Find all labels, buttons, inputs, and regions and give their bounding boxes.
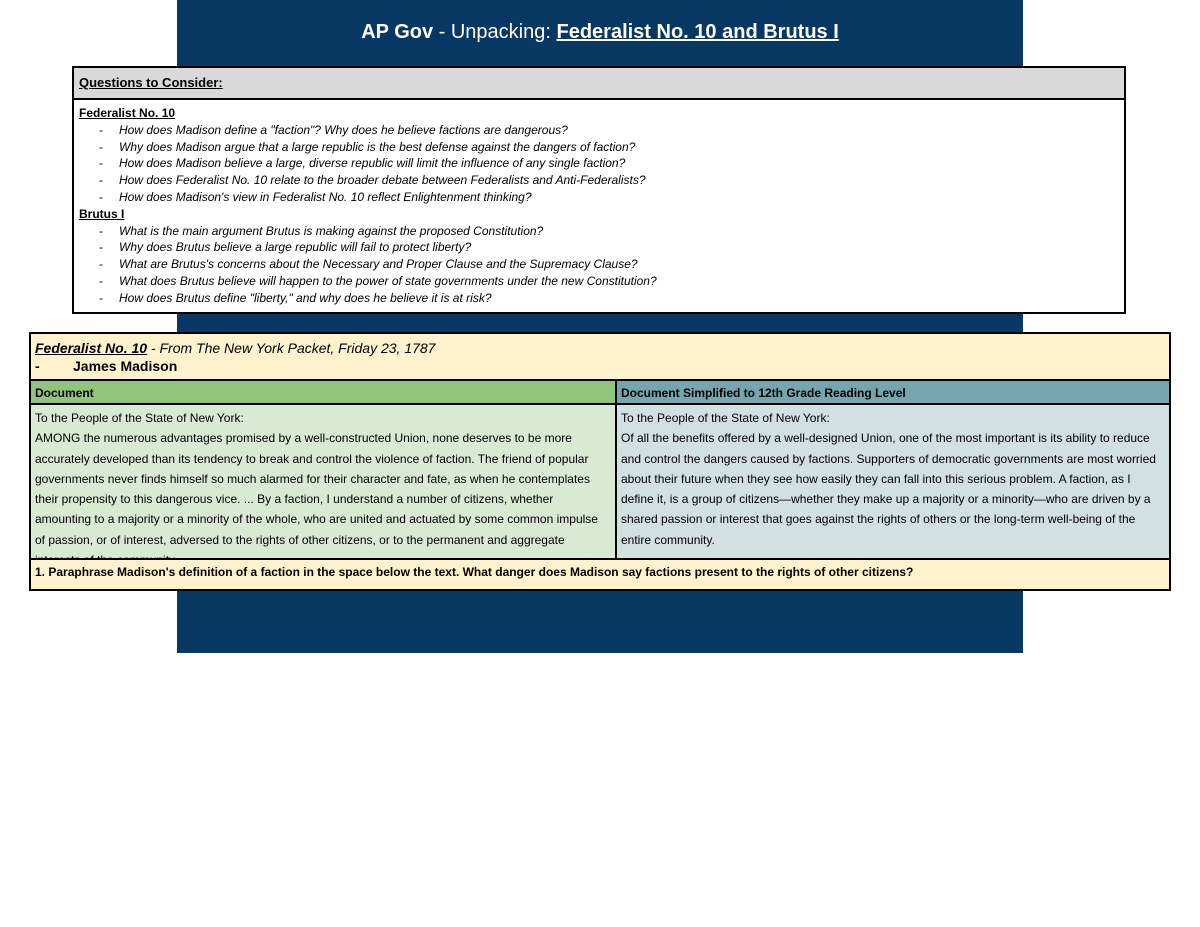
original-text: AMONG the numerous advantages promised by a well-constructed Union, none deserves to be more accurately developed than its tendency to break and control the violence of faction. The friend of popular governments never finds himself so much alarmed for their character and fate, as when he contemplates their propensity to this dangerous vice. ... By a faction, I understand a number of citizens, whether amounting to a majority or a minority of the whole, who are united and actuated by some common impulse of passion, or of interest, adversed to the rights of other citizens, or to the permanent and aggregate bbox=[35, 431, 598, 547]
list-item: - What are Brutus's concerns about the Necessary and Proper Clause and the Supremacy Clause? bbox=[99, 257, 638, 272]
list-item: - How does Madison define a "faction"? Why does he believe factions are dangerous? bbox=[99, 122, 568, 137]
document-author: - James Madison bbox=[35, 358, 178, 374]
questions-box bbox=[72, 66, 1126, 314]
page-title bbox=[177, 18, 1023, 46]
list-item: - How does Brutus define "liberty," and why does he believe it is at risk? bbox=[99, 290, 492, 305]
title-main: Federalist No. 10 and Brutus I bbox=[556, 21, 839, 43]
title-separator: - Unpacking: bbox=[433, 21, 557, 43]
simplified-salutation: To the People of the State of New York: bbox=[621, 411, 830, 425]
document-header bbox=[31, 334, 1169, 379]
section-title-federalist: Federalist No. 10 bbox=[79, 106, 176, 120]
questions-body bbox=[74, 100, 1124, 307]
list-item: - How does Federalist No. 10 relate to the broader debate between Federalists and Anti-Federalists? bbox=[99, 173, 646, 188]
list-item: - How does Madison's view in Federalist No. 10 reflect Enlightenment thinking? bbox=[99, 189, 532, 204]
original-salutation: To the People of the State of New York: bbox=[35, 411, 244, 425]
original-text-cell bbox=[31, 405, 617, 558]
section-title-brutus: Brutus I bbox=[79, 206, 125, 221]
list-item: - Why does Brutus believe a large republic will fail to protect liberty? bbox=[99, 240, 472, 255]
document-table bbox=[29, 332, 1171, 591]
federalist-question-list bbox=[79, 122, 1124, 206]
title-prefix: AP Gov bbox=[361, 21, 434, 43]
list-item: - What is the main argument Brutus is making against the proposed Constitution? bbox=[99, 223, 544, 238]
brutus-question-list bbox=[79, 223, 1124, 307]
column-header-document: Document bbox=[31, 379, 617, 405]
column-header-simplified: Document Simplified to 12th Grade Reading Level bbox=[617, 379, 1169, 405]
questions-heading: Questions to Consider: bbox=[74, 68, 1124, 100]
list-item: - What does Brutus believe will happen to the power of state governments under the new Constitution? bbox=[99, 273, 657, 288]
list-item: - Why does Madison argue that a large republic is the best defense against the dangers of faction? bbox=[99, 139, 636, 154]
document-title: Federalist No. 10 - From The New York Packet, Friday 23, 1787 bbox=[35, 340, 436, 356]
simplified-text-cell bbox=[617, 405, 1169, 558]
simplified-text: Of all the benefits offered by a well-designed Union, one of the most important is its ability to reduce and control the dangers caused by factions. Supporters of democratic governments are most worried about their future when they see how easily they can fall into this serious problem. A faction, as I define it, is a group of citizens—whether they make up a majority or a minority—who are driven by a shared passion or interest that goes against the rights of others or the long-term well-being of the entire community. bbox=[621, 431, 1156, 547]
list-item: - How does Madison believe a large, diverse republic will limit the influence of any single faction? bbox=[99, 156, 626, 171]
question-prompt: 1. Paraphrase Madison's definition of a faction in the space below the text. What danger does Madison say factions present to the rights of other citizens? bbox=[31, 558, 1169, 589]
